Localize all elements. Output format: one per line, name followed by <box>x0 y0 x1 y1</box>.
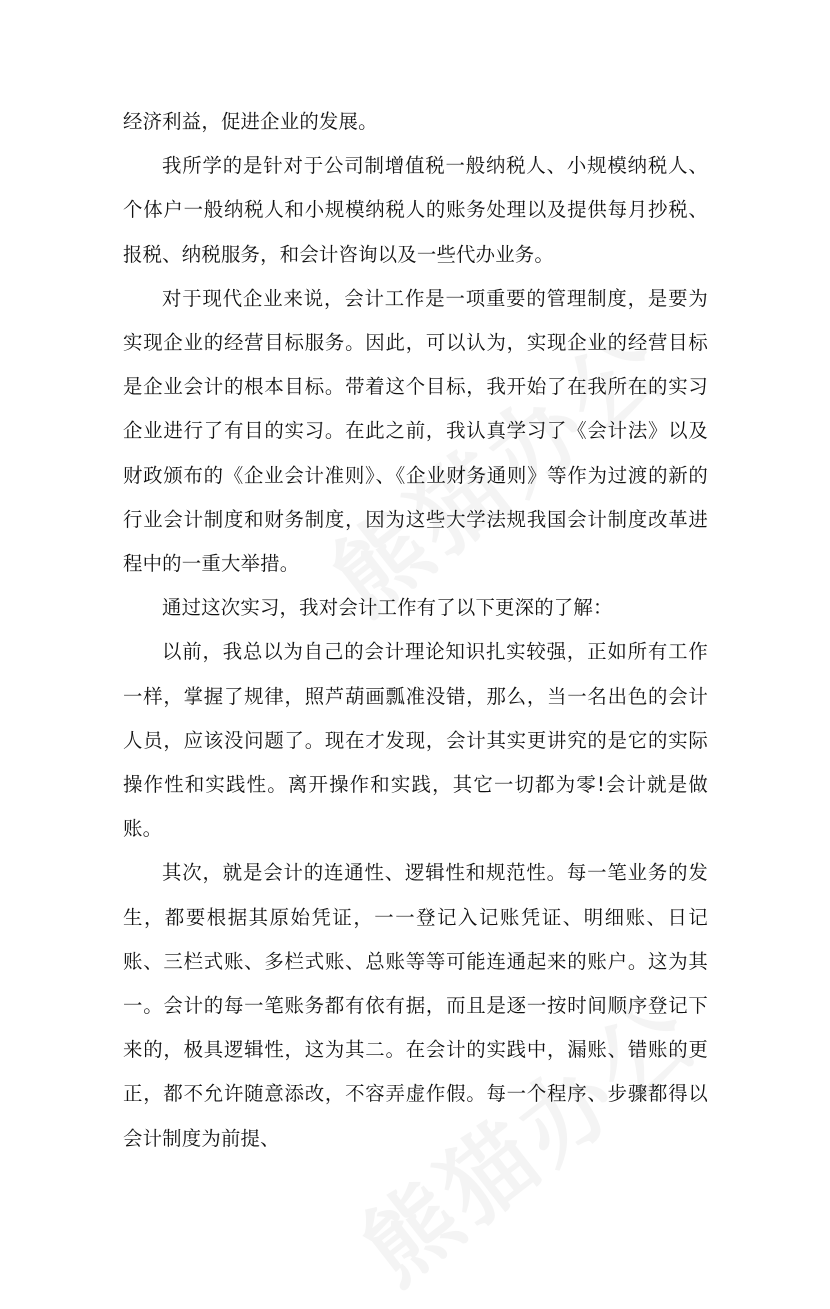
paragraph: 我所学的是针对于公司制增值税一般纳税人、小规模纳税人、个体户一般纳税人和小规模纳税人的账务处理以及提供每月抄税、报税、纳税服务，和会计咨询以及一些代办业务。 <box>123 154 708 266</box>
paragraph: 以前，我总以为自己的会计理论知识扎实较强，正如所有工作一样，掌握了规律，照芦葫画瓢准没错，那么，当一名出色的会计人员，应该没问题了。现在才发现，会计其实更讲究的是它的实际操作性和实践性。离开操作和实践，其它一切都为零!会计就是做账。 <box>123 640 708 841</box>
paragraph: 经济利益，促进企业的发展。 <box>123 110 378 133</box>
document-body <box>123 100 708 1161</box>
paragraph: 通过这次实习，我对会计工作有了以下更深的了解： <box>162 596 613 620</box>
paragraph: 其次，就是会计的连通性、逻辑性和规范性。每一笔业务的发生，都要根据其原始凭证，一一登记入记账凭证、明细账、日记账、三栏式账、多栏式账、总账等等可能连通起来的账户。这为其一。会计的每一笔账务都有依有据，而且是逐一按时间顺序登记下来的，极具逻辑性，这为其二。在会计的实践中，漏账、错账的更正，都不允许随意添改，不容弄虚作假。每一个程序、步骤都得以会计制度为前提、 <box>123 861 708 1150</box>
paragraph: 对于现代企业来说，会计工作是一项重要的管理制度，是要为实现企业的经营目标服务。因此，可以认为，实现企业的经营目标是企业会计的根本目标。带着这个目标，我开始了在我所在的实习企业进行了有目的实习。在此之前，我认真学习了《会计法》以及财政颁布的《企业会计准则》、《企业财务通则》等作为过渡的新的行业会计制度和财务制度，因为这些大学法规我国会计制度改革进程中的一重大举措。 <box>123 286 708 576</box>
